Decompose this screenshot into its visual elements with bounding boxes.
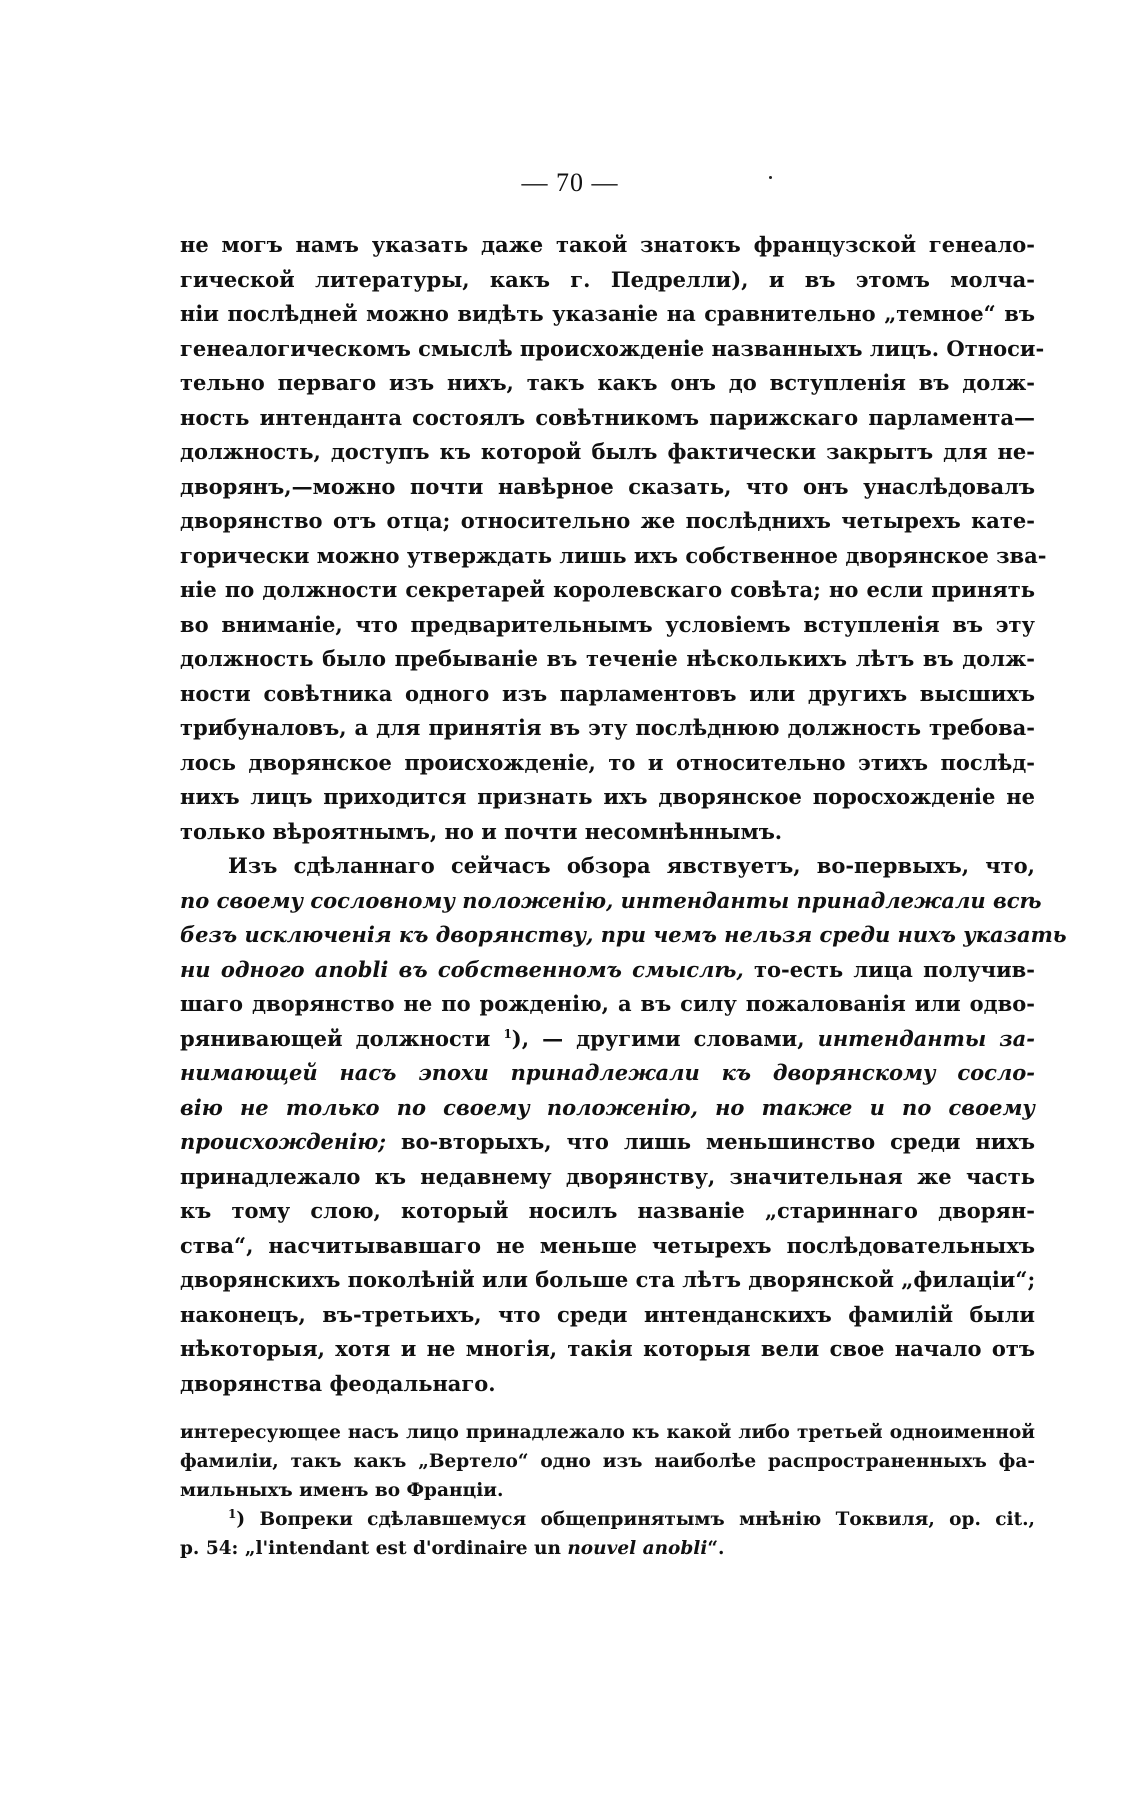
text-span: ), — другими словами, [511,1025,818,1051]
footnote-marker: 1 [228,1506,237,1521]
text-line [180,1022,1035,1057]
text-line: лось дворянское происхожденіе, то и относительно этихъ послѣд- [180,749,1035,775]
text-line-italic: безъ исключенія къ дворянству, при чемъ нельзя среди нихъ указать [180,922,1067,947]
text-line: шаго дворянство не по рожденію, а въ силу пожалованія или одво- [180,991,1035,1016]
text-line: горически можно утверждать лишь ихъ собственное дворянское зва- [180,542,1047,568]
text-span: рянивающей должности [180,1025,504,1051]
ink-speck [769,176,772,179]
footnote-marker: 1 [503,1026,512,1041]
text-line: ніи послѣдней можно видѣть указаніе на сравнительно „темное“ въ [180,301,1035,326]
text-span: “. [707,1538,725,1559]
text-line: должность, доступъ къ которой былъ фактически закрытъ для не- [180,439,1035,464]
text-line: только вѣроятнымъ, но и почти несомнѣннымъ. [180,818,783,844]
italic-span: интенданты за- [817,1025,1035,1051]
text-span: p. 54: „l'intendant est d'ordinaire un [180,1538,568,1559]
text-line [180,1125,1035,1160]
text-line: генеалогическомъ смыслѣ происхожденіе названныхъ лицъ. Относи- [180,335,1045,361]
text-line-italic: нимающей насъ эпохи принадлежали къ дворянскому сосло- [180,1060,1035,1085]
page-number: — 70 — [521,168,619,197]
text-line: должность было пребываніе въ теченіе нѣсколькихъ лѣтъ въ долж- [180,646,1035,671]
footnote-line: фамиліи, такъ какъ „Вертело“ одно изъ наиболѣе распространенныхъ фа- [180,1451,1035,1472]
footnote-line: интересующее насъ лицо принадлежало къ какой либо третьей одноименной [180,1422,1035,1443]
footnote-line [180,1534,1035,1563]
main-text [180,228,1067,1401]
footnote-line: мильныхъ именъ во Франціи. [180,1480,504,1501]
text-line: дворянъ,—можно почти навѣрное сказать, что онъ унаслѣдовалъ [180,473,1035,499]
text-line: ность интенданта состоялъ совѣтникомъ парижскаго парламента— [180,404,1035,430]
text-line: принадлежало къ недавнему дворянству, значительная же часть [180,1163,1035,1189]
text-line: дворянство отъ отца; относительно же послѣднихъ четырехъ кате- [180,508,1035,533]
text-line [180,953,1035,988]
italic-span: ни одного anobli въ собственномъ смыслѣ, [180,956,744,982]
text-line: трибуналовъ, а для принятія въ эту послѣднюю должность требова- [180,715,1035,740]
text-span: во-вторыхъ, что лишь меньшинство среди нихъ [386,1129,1035,1154]
text-line: къ тому слою, который носилъ названіе „стариннаго дворян- [180,1198,1035,1223]
text-line: дворянскихъ поколѣній или больше ста лѣтъ дворянской „филаціи“; [180,1267,1036,1292]
footnotes [180,1418,1035,1563]
italic-span: nouvel anobli [567,1538,708,1559]
text-line: ніе по должности секретарей королевскаго совѣта; но если принять [180,577,1035,602]
italic-span: происхожденію; [180,1129,386,1154]
text-line: дворянства феодальнаго. [180,1370,496,1396]
text-line: во вниманіе, что предварительнымъ условіемъ вступленія въ эту [180,611,1035,637]
text-span: ) Вопреки сдѣлавшемуся общепринятымъ мнѣнію Токвиля, op. cit., [236,1509,1035,1530]
text-line: не могъ намъ указать даже такой знатокъ французской генеало- [180,232,1035,257]
text-line: нихъ лицъ приходится признать ихъ дворянское поросхожденіе не [180,784,1035,809]
text-line-italic: по своему сословному положенію, интенданты принадлежали всѣ [180,887,1042,913]
text-line: наконецъ, въ-третьихъ, что среди интенданскихъ фамилій были [180,1301,1035,1327]
text-line: тельно перваго изъ нихъ, такъ какъ онъ до вступленія въ долж- [180,370,1035,395]
text-line: нѣкоторыя, хотя и не многія, такія которыя вели свое начало отъ [180,1336,1035,1361]
text-line: ности совѣтника одного изъ парламентовъ или другихъ высшихъ [180,680,1035,706]
text-line-italic: вію не только по своему положенію, но также и по своему [180,1094,1035,1120]
text-span: то-есть лица получив- [743,956,1035,982]
footnote-line [180,1505,1035,1534]
text-line: ства“, насчитывавшаго не меньше четырехъ послѣдовательныхъ [180,1232,1035,1258]
text-line: гической литературы, какъ г. Педрелли), и въ этомъ молча- [180,266,1035,292]
text-line: Изъ сдѣланнаго сейчасъ обзора явствуетъ, во-первыхъ, что, [228,853,1035,878]
